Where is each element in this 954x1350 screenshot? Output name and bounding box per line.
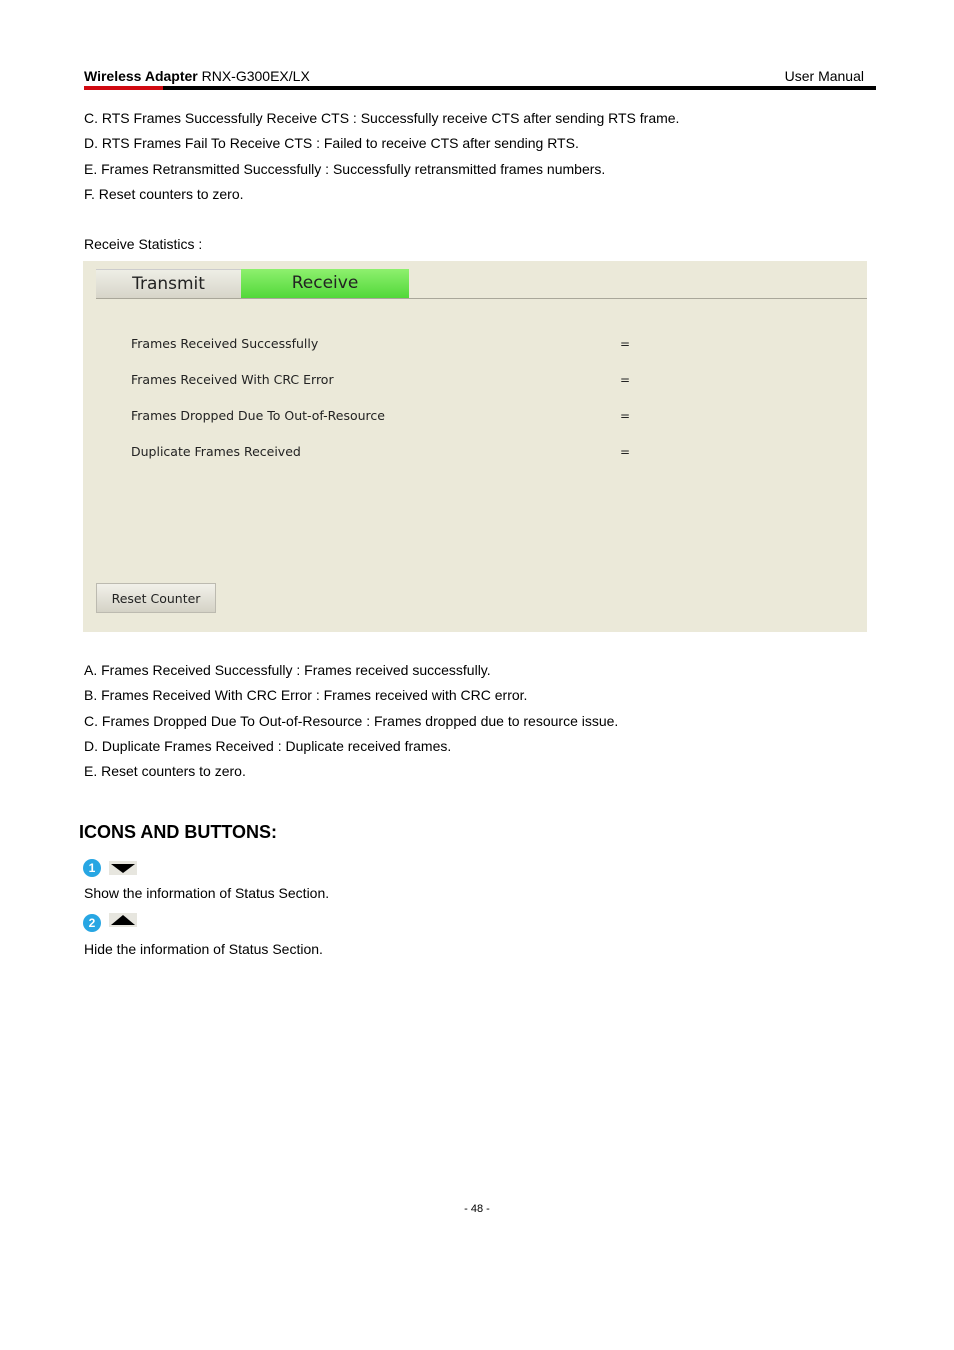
top-item: D. RTS Frames Fail To Receive CTS : Failed to receive CTS after sending RTS.	[84, 135, 579, 151]
header-product-model: RNX-G300EX/LX	[201, 68, 310, 84]
header-product-name: Wireless Adapter	[84, 68, 198, 84]
bottom-item: B. Frames Received With CRC Error : Frames received with CRC error.	[84, 687, 528, 703]
tab-divider	[96, 298, 867, 299]
top-item: C. RTS Frames Successfully Receive CTS : Successfully receive CTS after sending RTS frame.	[84, 110, 680, 126]
stat-label-frames-crc-error: Frames Received With CRC Error	[131, 372, 334, 387]
receive-statistics-panel	[83, 261, 867, 632]
header-product	[84, 68, 310, 84]
bottom-item: D. Duplicate Frames Received : Duplicate received frames.	[84, 738, 452, 754]
stat-label-frames-received-successfully: Frames Received Successfully	[131, 336, 319, 351]
tab-receive[interactable]: Receive	[241, 269, 409, 298]
triangle-up-icon	[109, 913, 137, 927]
icon-description: Show the information of Status Section.	[84, 885, 330, 901]
header-rule	[84, 86, 876, 90]
bottom-item: C. Frames Dropped Due To Out-of-Resource : Frames dropped due to resource issue.	[84, 713, 619, 729]
tab-transmit[interactable]: Transmit	[96, 269, 241, 299]
bottom-item: E. Reset counters to zero.	[84, 763, 246, 779]
icon-description: Hide the information of Status Section.	[84, 941, 323, 957]
header-rule-accent	[84, 86, 163, 90]
stat-label-frames-dropped: Frames Dropped Due To Out-of-Resource	[131, 408, 385, 423]
page-number: - 48 -	[464, 1203, 490, 1215]
number-badge-1: 1	[83, 859, 101, 877]
receive-statistics-heading: Receive Statistics :	[84, 236, 203, 252]
bottom-item: A. Frames Received Successfully : Frames received successfully.	[84, 662, 491, 678]
number-badge-2: 2	[83, 914, 101, 932]
top-item: F. Reset counters to zero.	[84, 186, 244, 202]
top-item: E. Frames Retransmitted Successfully : Successfully retransmitted frames numbers.	[84, 161, 606, 177]
stat-equals: =	[620, 373, 631, 387]
stat-equals: =	[620, 337, 631, 351]
stat-equals: =	[620, 445, 631, 459]
reset-counter-button[interactable]: Reset Counter	[96, 583, 216, 613]
triangle-down-icon	[109, 861, 137, 875]
stat-equals: =	[620, 409, 631, 423]
header-manual: User Manual	[784, 68, 864, 84]
stat-label-duplicate-frames: Duplicate Frames Received	[131, 444, 301, 459]
section-title: ICONS AND BUTTONS:	[79, 822, 277, 842]
